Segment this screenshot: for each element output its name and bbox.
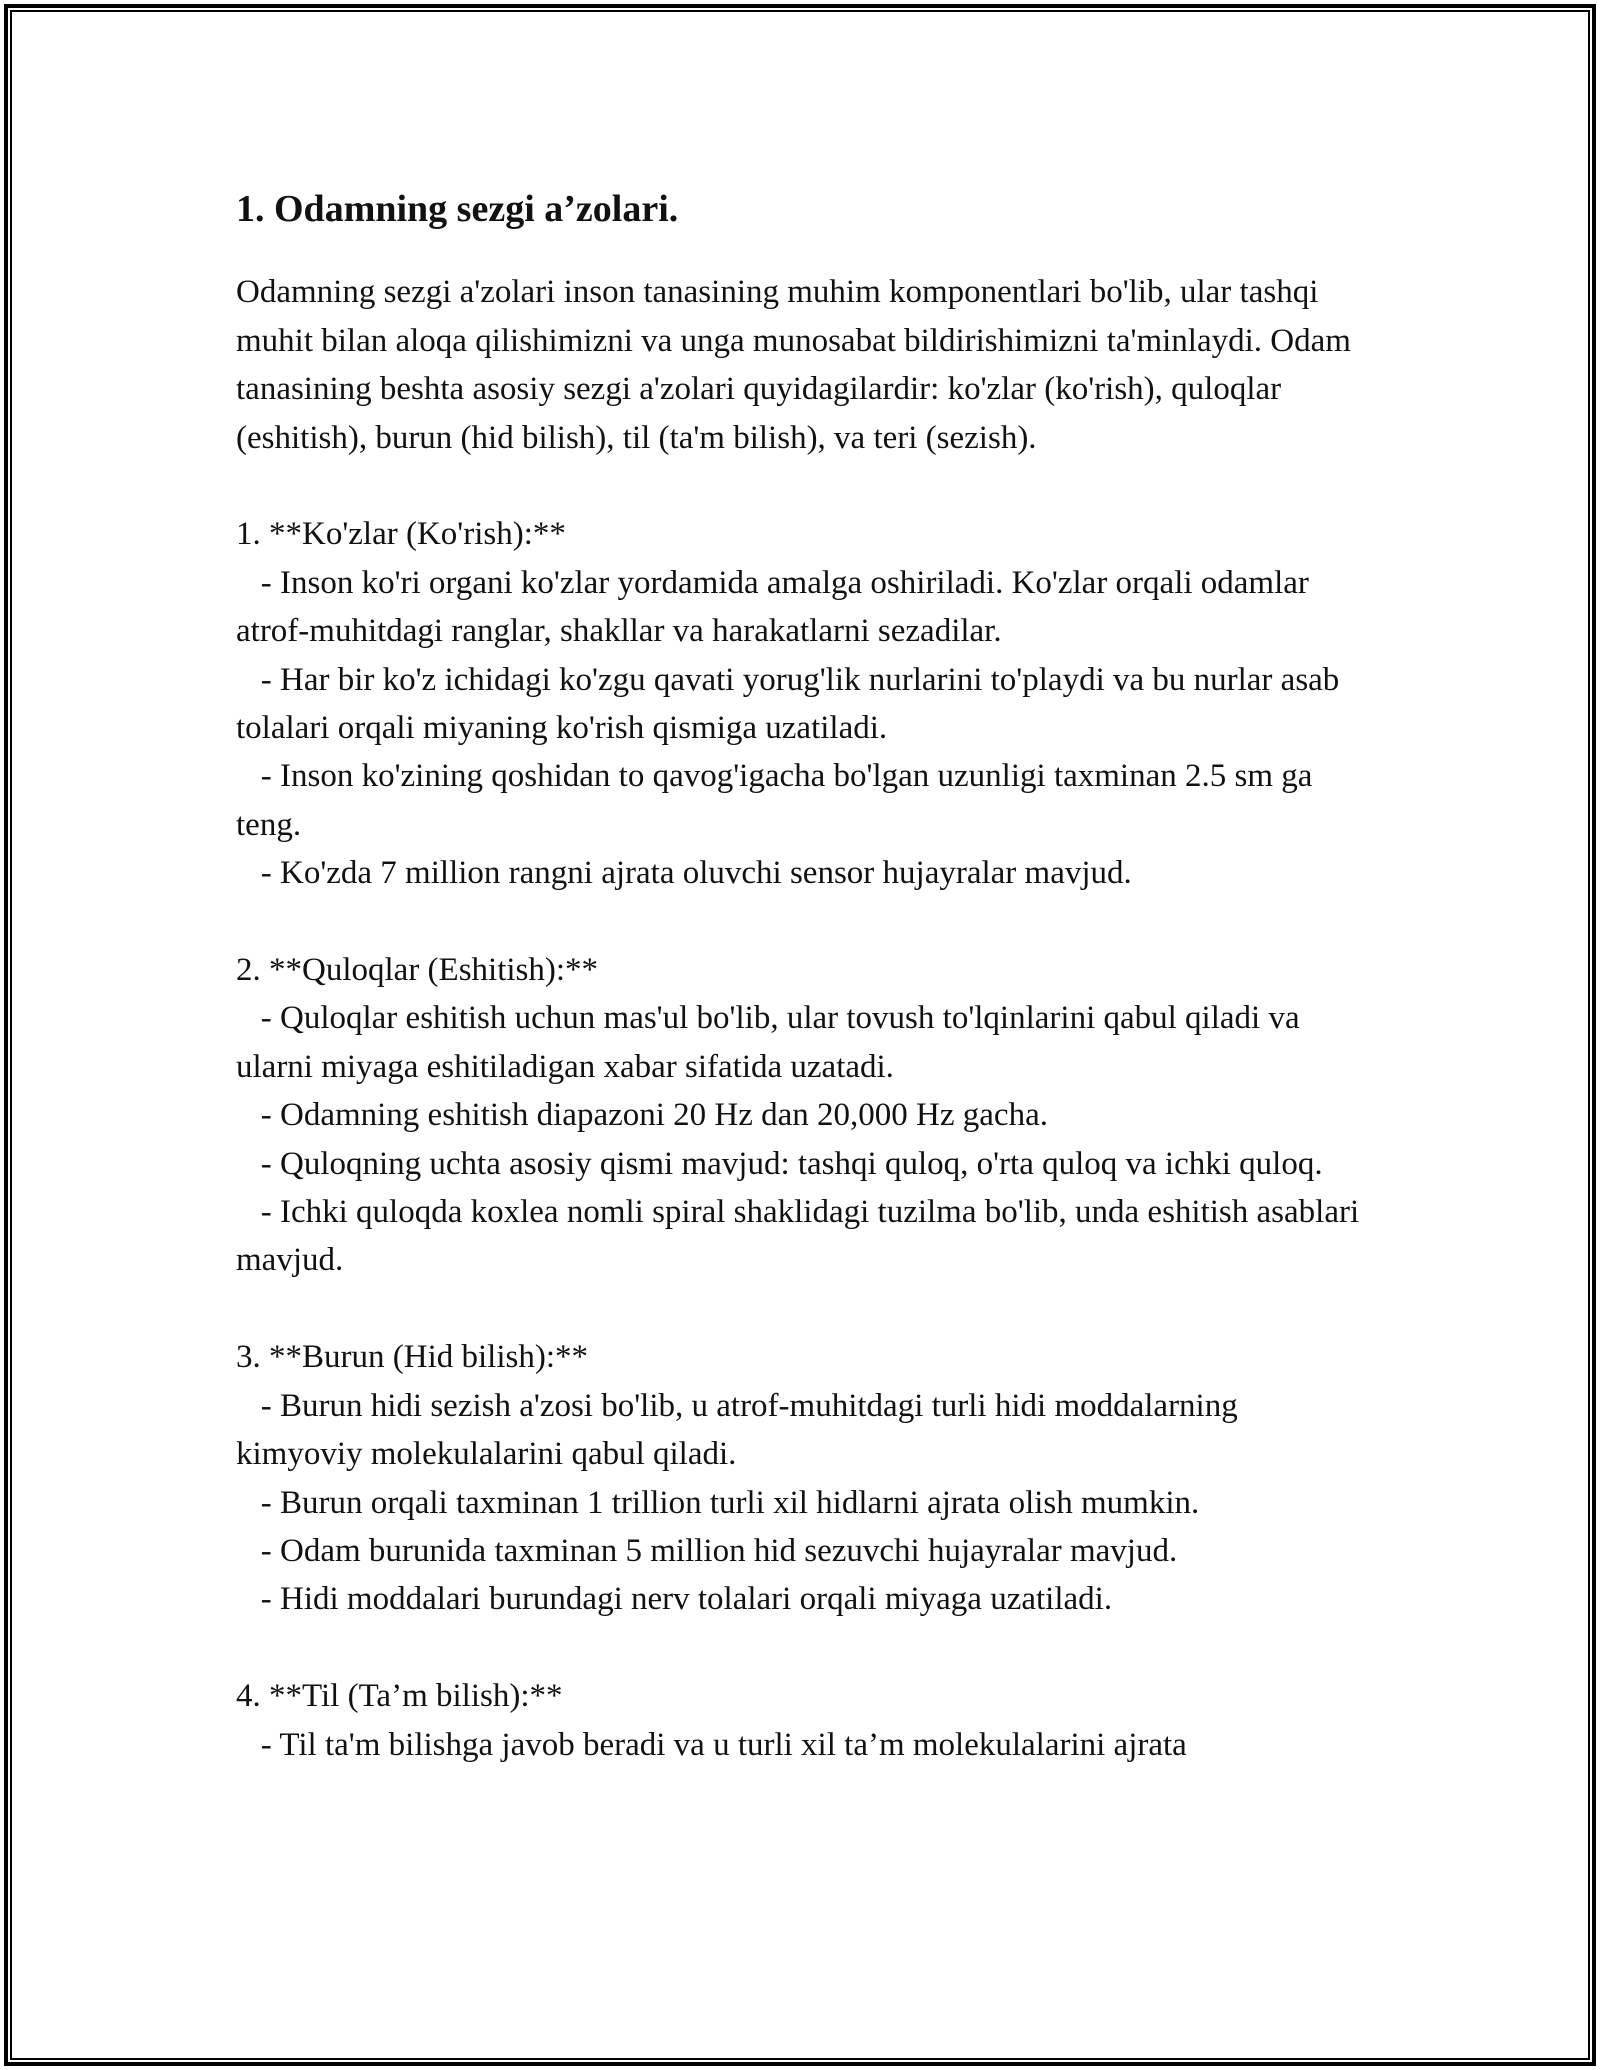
list-item: - Ichki quloqda koxlea nomli spiral shaklidagi tuzilma bo'lib, unda eshitish asablari mavjud. [236, 1194, 1368, 1279]
list-item: - Quloqning uchta asosiy qismi mavjud: tashqi quloq, o'rta quloq va ichki quloq. [236, 1145, 1323, 1182]
list-item: - Odamning eshitish diapazoni 20 Hz dan 20,000 Hz gacha. [236, 1097, 1048, 1134]
list-item: - Burun orqali taxminan 1 trillion turli xil hidlarni ajrata olish mumkin. [236, 1484, 1200, 1521]
list-item: - Odam burunida taxminan 5 million hid sezuvchi hujayralar mavjud. [236, 1532, 1178, 1569]
list-item: - Til ta'm bilishga javob beradi va u turli xil ta’m molekulalarini ajrata [236, 1726, 1187, 1763]
spacer [236, 1285, 1366, 1333]
section-heading-tongue: 4. **Til (Ta’m bilish):** [236, 1678, 563, 1715]
spacer [236, 462, 1366, 510]
list-item: - Hidi moddalari burundagi nerv tolalari orqali miyaga uzatiladi. [236, 1581, 1113, 1618]
section-heading-nose: 3. **Burun (Hid bilish):** [236, 1339, 588, 1376]
section-heading-eyes: 1. **Ko'zlar (Ko'rish):** [236, 516, 566, 553]
document-title: 1. Odamning sezgi a’zolari. [236, 188, 679, 230]
section-heading-ears: 2. **Quloqlar (Eshitish):** [236, 952, 599, 989]
intro-paragraph: Odamning sezgi a'zolari inson tanasining muhim komponentlari bo'lib, ular tashqi muhit bilan aloqa qilishimizni va unga munosabat bildirishimizni ta'minlaydi. Odam tanasining beshta asosiy sezgi a'zolari quyidagilardir: ko'zlar (ko'rish), quloqlar (eshitish), burun (hid bilish), til (ta'm bilish), va teri (sezish). [236, 274, 1360, 456]
list-item: - Inson ko'zining qoshidan to qavog'igacha bo'lgan uzunligi taxminan 2.5 sm ga teng. [236, 758, 1321, 843]
spacer [236, 898, 1366, 946]
list-item: - Quloqlar eshitish uchun mas'ul bo'lib, ular tovush to'lqinlarini qabul qiladi va ularni miyaga eshitiladigan xabar sifatida uzatadi. [236, 1000, 1308, 1085]
spacer [236, 1624, 1366, 1672]
list-item: - Har bir ko'z ichidagi ko'zgu qavati yorug'lik nurlarini to'playdi va bu nurlar asab tolalari orqali miyaning ko'rish qismiga uzatiladi. [236, 661, 1348, 747]
document-body [236, 185, 1366, 1769]
list-item: - Burun hidi sezish a'zosi bo'lib, u atrof-muhitdagi turli hidi moddalarning kimyoviy molekulalarini qabul qiladi. [236, 1387, 1246, 1473]
list-item: - Inson ko'ri organi ko'zlar yordamida amalga oshiriladi. Ko'zlar orqali odamlar atrof-muhitdagi ranglar, shakllar va harakatlarni sezadilar. [236, 564, 1318, 650]
list-item: - Ko'zda 7 million rangni ajrata oluvchi sensor hujayralar mavjud. [236, 855, 1132, 892]
